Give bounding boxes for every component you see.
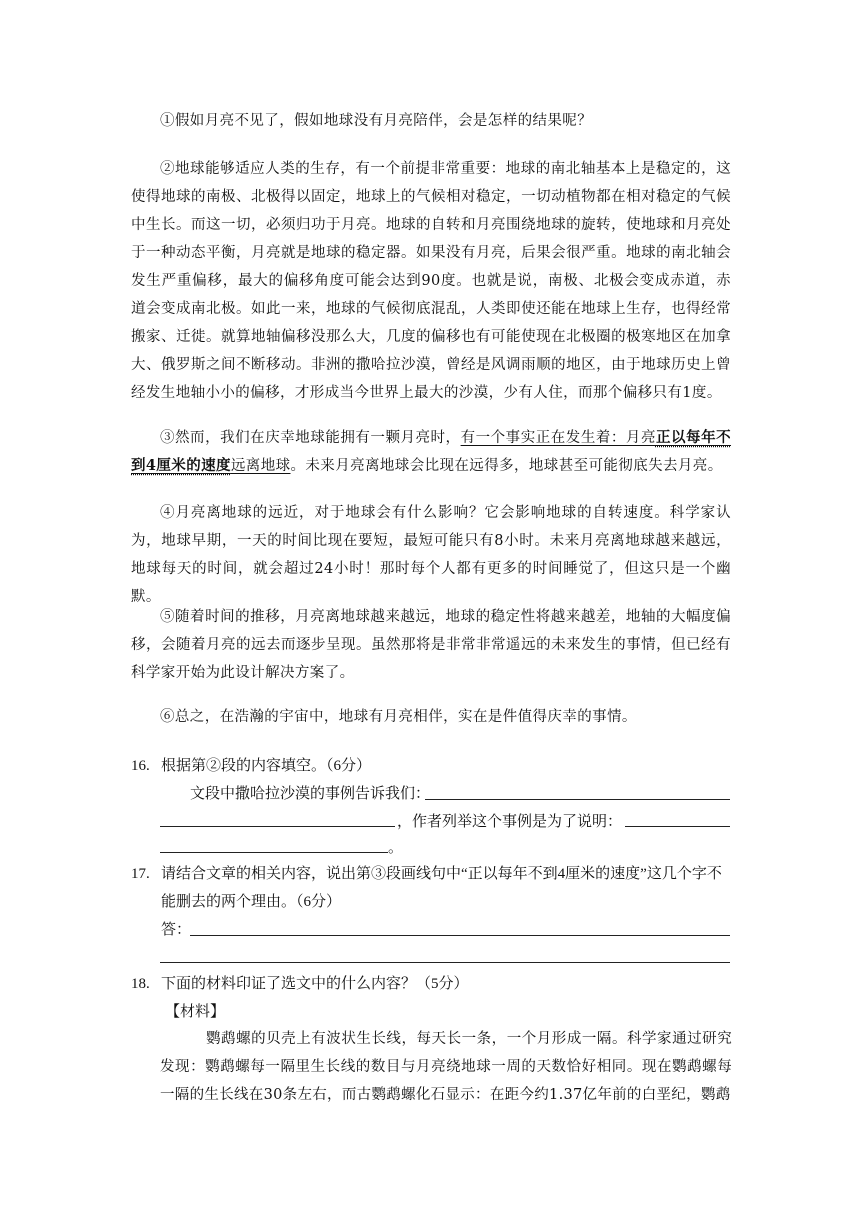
answer-blank[interactable]	[160, 826, 395, 827]
question-16	[131, 752, 731, 780]
paragraph-2: ②地球能够适应人类的生存，有一个前提非常重要：地球的南北轴基本上是稳定的，这使得地球的南极、北极得以固定，地球上的气候相对稳定，一切动植物都在相对稳定的气候中生长。而这一切，必须归功于月亮。地球的自转和月亮围绕地球的旋转，使地球和月亮处于一种动态平衡，月亮就是地球的稳定器。如果没有月亮，后果会很严重。地球的南北轴会发生严重偏移，最大的偏移角度可能会达到90度。也就是说，南极、北极会变成赤道，赤道会变成南北极。如此一来，地球的气候彻底混乱，人类即使还能在地球上生存，也得经常搬家、迁徙。就算地轴偏移没那么大，几度的偏移也有可能使现在北极圈的极寒地区在加拿大、俄罗斯之间不断移动。非洲的撒哈拉沙漠，曾经是风调雨顺的地区，由于地球历史上曾经发生地轴小小的偏移，才形成当今世界上最大的沙漠，少有人住，而那个偏移只有1度。	[131, 161, 731, 401]
material-label: 【材料】	[165, 1004, 226, 1020]
paragraph-1: ①假如月亮不见了，假如地球没有月亮陪伴，会是怎样的结果呢？	[160, 113, 593, 129]
question-18	[131, 970, 731, 998]
q16-line1-label: 文段中撒哈拉沙漠的事例告诉我们：	[190, 786, 431, 802]
q16-mid-label: ，作者列举这个事例是为了说明：	[397, 814, 623, 830]
answer-blank[interactable]	[625, 826, 730, 827]
underlined-text: 有一个事实正在发生着：月亮	[460, 430, 656, 446]
question-prompt: 下面的材料印证了选文中的什么内容？（5分）	[161, 976, 469, 992]
underlined-tail: 远离地球	[230, 458, 291, 474]
question-prompt: 请结合文章的相关内容，说出第③段画线句中“正以每年不到4厘米的速度”这几个字不能删去的两个理由。（6分）	[161, 866, 722, 910]
answer-blank[interactable]	[160, 962, 730, 963]
paragraph-3-tail: 。未来月亮离地球会比现在远得多，地球甚至可能彻底失去月亮。	[290, 458, 723, 474]
question-number: 16.	[131, 758, 150, 774]
answer-blank[interactable]	[190, 935, 730, 936]
material-text: 鹦鹉螺的贝壳上有波状生长线，每天长一条，一个月形成一隔。科学家通过研究发现：鹦鹉螺每一隔里生长线的数目与月亮绕地球一周的天数恰好相同。现在鹦鹉螺每一隔的生长线在30条左右，而古鹦鹉螺化石显示：在距今约1.37亿年前的白垩纪，鹦鹉	[160, 1031, 732, 1103]
answer-label: 答：	[161, 922, 192, 938]
question-prompt: 根据第②段的内容填空。（6分）	[161, 758, 372, 774]
question-number: 18.	[131, 976, 150, 992]
paragraph-3-lead: ③然而，我们在庆幸地球能拥有一颗月亮时，	[160, 430, 461, 446]
answer-blank[interactable]	[160, 852, 388, 853]
paragraph-6: ⑥总之，在浩瀚的宇宙中，地球有月亮相伴，实在是件值得庆幸的事情。	[160, 709, 637, 725]
question-number: 17.	[131, 866, 150, 882]
paragraph-4: ④月亮离地球的远近，对于地球会有什么影响？它会影响地球的自转速度。科学家认为，地球早期，一天的时间比现在要短，最短可能只有8小时。未来月亮离地球越来越远，地球每天的时间，就会超过24小时！那时每个人都有更多的时间睡觉了，但这只是一个幽默。	[131, 505, 731, 605]
paragraph-5: ⑤随着时间的推移，月亮离地球越来越远，地球的稳定性将越来越差，地轴的大幅度偏移，会随着月亮的远去而逐步呈现。虽然那将是非常非常遥远的未来发生的事情，但已经有科学家开始为此设计解决方案了。	[131, 609, 731, 681]
q16-end-mark: 。	[388, 840, 404, 856]
paragraph-3	[131, 424, 731, 480]
answer-blank[interactable]	[425, 799, 730, 800]
emphasized-phrase: 正以每年不到4厘米的速度	[131, 429, 732, 474]
